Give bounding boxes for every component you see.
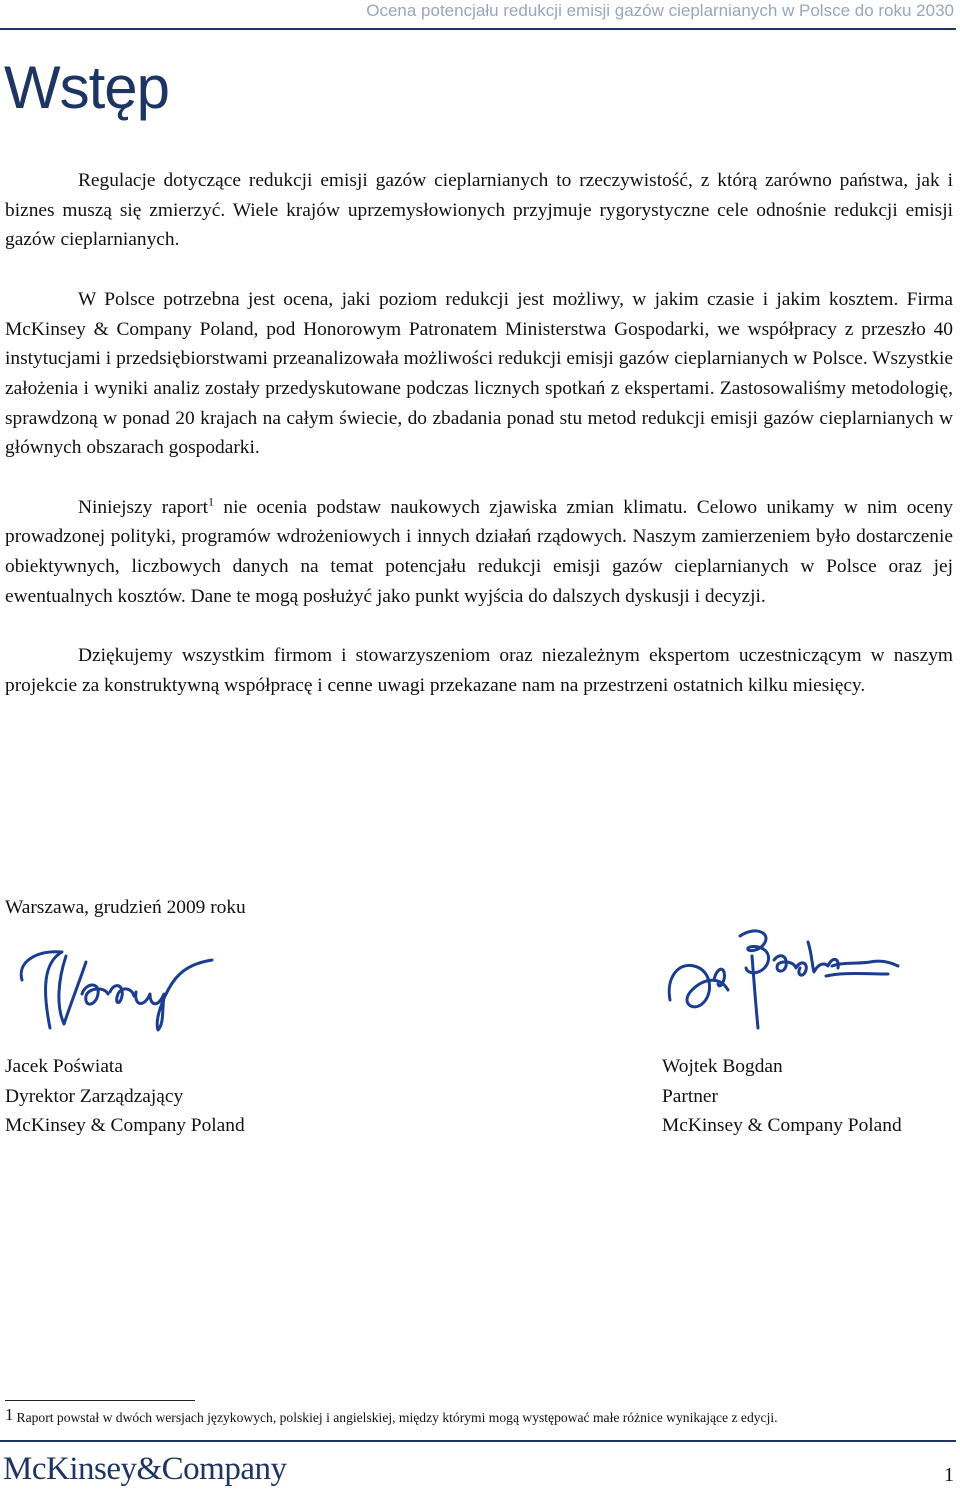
signatory-role: Dyrektor Zarządzający xyxy=(5,1085,184,1107)
paragraph-3 xyxy=(5,493,953,612)
footnote-text: Raport powstał w dwóch wersjach językowych, polskiej i angielskiej, między którymi mogą występować małe różnice wynikające z edycji. xyxy=(16,1410,778,1425)
signatory-name: Wojtek Bogdan xyxy=(662,1056,783,1077)
footnote-divider xyxy=(5,1400,195,1401)
signature-wojtek-bogdan xyxy=(662,920,902,1035)
page-number: 1 xyxy=(944,1464,954,1486)
paragraph-1: Regulacje dotyczące redukcji emisji gazów cieplarnianych to rzeczywistość, z którą zarówno państwa, jak i biznes muszą się zmierzyć. Wiele krajów uprzemysłowionych przyjmuje rygorystyczne cele odnośnie redukcji emisji gazów cieplarnianych. xyxy=(5,170,953,251)
place-and-date: Warszawa, grudzień 2009 roku xyxy=(5,897,246,918)
intro-body xyxy=(5,166,953,730)
footnote xyxy=(5,1406,778,1427)
paragraph-2: W Polsce potrzebna jest ocena, jaki poziom redukcji jest możliwy, w jakim czasie i jakim kosztem. Firma McKinsey & Company Poland, pod Honorowym Patronatem Ministerstwa Gospodarki, we współpracy z przeszło 40 instytucjami i przedsiębiorstwami przeanalizowała możliwości redukcji emisji gazów cieplarnianych w Polsce. Wszystkie założenia i wyniki analiz zostały przedyskutowane podczas licznych spotkań z ekspertami. Zastosowaliśmy metodologię, sprawdzoną w ponad 20 krajach na całym świecie, do zbadania ponad stu metod redukcji emisji gazów cieplarnianych w głównych obszarach gospodarki. xyxy=(5,288,953,459)
paragraph-4: Dziękujemy wszystkim firmom i stowarzyszeniom oraz niezależnym ekspertom uczestniczącym w naszym projekcie za konstruktywną współpracę i cenne uwagi przekazane nam na przestrzeni ostatnich kilku miesięcy. xyxy=(5,645,953,696)
signatory-role: Partner xyxy=(662,1085,718,1107)
paragraph-3-start: Niniejszy raport xyxy=(78,496,209,518)
running-header-title: Ocena potencjału redukcji emisji gazów cieplarnianych w Polsce do roku 2030 xyxy=(366,1,954,20)
signatory-right xyxy=(662,1052,902,1141)
footnote-reference: 1 xyxy=(208,494,215,509)
signatory-left xyxy=(5,1052,245,1141)
signatory-company: McKinsey & Company Poland xyxy=(662,1115,902,1137)
mckinsey-logo: McKinsey&Company xyxy=(3,1451,287,1487)
header-divider xyxy=(0,28,956,30)
footer-divider xyxy=(0,1440,956,1442)
signatory-name: Jacek Poświata xyxy=(5,1056,123,1077)
signatory-company: McKinsey & Company Poland xyxy=(5,1115,245,1137)
signature-jacek-poswiata xyxy=(14,940,219,1032)
paragraph-3-end: nie ocenia podstaw naukowych zjawiska zmian klimatu. Celowo unikamy w nim oceny prowadzonej polityki, programów wdrożeniowych i innych działań rządowych. Naszym zamierzeniem było dostarczenie obiektywnych, liczbowych danych na temat potencjału redukcji emisji gazów cieplarnianych w Polsce oraz jej ewentualnych kosztów. Dane te mogą posłużyć jako punkt wyjścia do dalszych dyskusji i decyzji. xyxy=(5,496,953,607)
footnote-mark: 1 xyxy=(5,1405,14,1424)
section-title: Wstęp xyxy=(4,54,170,121)
